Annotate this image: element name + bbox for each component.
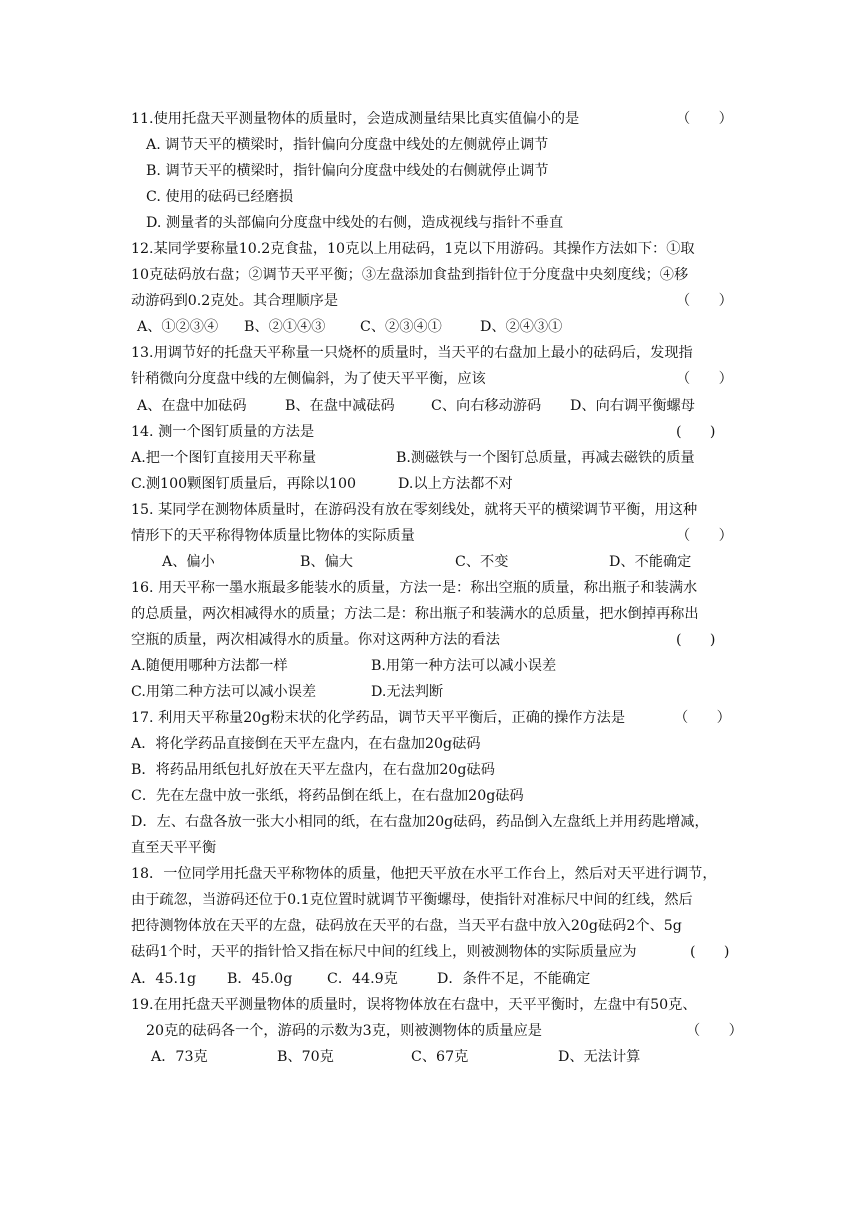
q15-answer-blank: （ ） <box>676 528 733 544</box>
q18-stem-line-2: 由于疏忽，当游码还位于0.1克位置时就调节平衡螺母，使指针对准标尺中间的红线，然后 <box>131 892 693 908</box>
q13-stem-line-2: 针稍微向分度盘中线的左侧偏斜，为了使天平平衡，应该 <box>131 371 486 387</box>
q11-stem-line-1: 11.使用托盘天平测量物体的质量时，会造成测量结果比真实值偏小的是 <box>131 111 580 127</box>
q14-option-d: D.以上方法都不对 <box>398 476 513 492</box>
q12-stem-line-2: 10克砝码放右盘；②调节天平平衡；③左盘添加食盐到指针位于分度盘中央刻度线；④移 <box>131 267 689 283</box>
q15-option-b: B、偏大 <box>300 554 353 570</box>
q13-option-a: A、在盘中加砝码 <box>137 398 247 414</box>
q17-stem-line-1: 17. 利用天平称量20g粉末状的化学药品，调节天平平衡后，正确的操作方法是 <box>131 710 626 726</box>
q18-option-c: C．44.9克 <box>327 971 398 987</box>
q19-answer-blank: （ ） <box>686 1023 743 1039</box>
q17-option-c: C．先在左盘中放一张纸，将药品倒在纸上，在右盘加20g砝码 <box>131 788 524 804</box>
q17-option-d-line-1: D．左、右盘各放一张大小相同的纸，在右盘加20g砝码，药品倒入左盘纸上并用药匙增减， <box>131 814 709 830</box>
q14-option-a: A.把一个图钉直接用天平称量 <box>131 450 317 466</box>
q11-option-d: D. 测量者的头部偏向分度盘中线处的右侧，造成视线与指针不垂直 <box>146 215 564 231</box>
q19-stem-line-1: 19.在用托盘天平测量物体的质量时，误将物体放在右盘中，天平平衡时，左盘中有50克、 <box>131 997 697 1013</box>
q13-option-c: C、向右移动游码 <box>431 398 542 414</box>
q17-answer-blank: （ ） <box>674 710 731 726</box>
q19-option-d: D、无法计算 <box>558 1049 641 1065</box>
q16-stem-line-3: 空瓶的质量，两次相减得水的质量。你对这两种方法的看法 <box>131 632 500 648</box>
q18-option-d: D．条件不足，不能确定 <box>437 971 591 987</box>
q16-option-b: B.用第一种方法可以减小误差 <box>371 658 557 674</box>
q15-option-a: A、偏小 <box>162 554 215 570</box>
q13-answer-blank: （ ） <box>676 371 733 387</box>
q14-option-c: C.测100颗图钉质量后，再除以100 <box>131 476 357 492</box>
q18-stem-line-3: 把待测物体放在天平的左盘，砝码放在天平的右盘，当天平右盘中放入20g砝码2个、5g <box>131 918 682 934</box>
q14-option-b: B.测磁铁与一个图钉总质量，再减去磁铁的质量 <box>396 450 695 466</box>
q16-option-d: D.无法判断 <box>371 684 444 700</box>
q11-stem <box>0 106 860 132</box>
q12-option-c: C、②③④① <box>360 319 442 335</box>
q12-stem-line-1: 12.某同学要称量10.2克食盐，10克以上用砝码，1克以下用游码。其操作方法如下：①取 <box>131 241 695 257</box>
q11-answer-blank: （ ） <box>676 111 733 127</box>
q15-stem-line-1: 15. 某同学在测物体质量时，在游码没有放在零刻线处，就将天平的横梁调节平衡，用这种 <box>131 502 698 518</box>
q17-option-d-line-2: 直至天平平衡 <box>131 840 217 856</box>
q16-stem-line-1: 16. 用天平称一墨水瓶最多能装水的质量，方法一是：称出空瓶的质量，称出瓶子和装满水 <box>131 580 698 596</box>
q16-option-a: A.随便用哪种方法都一样 <box>131 658 288 674</box>
q16-stem-line-2: 的总质量，两次相减得水的质量；方法二是：称出瓶子和装满水的总质量，把水倒掉再称出 <box>131 606 699 622</box>
q15-option-c: C、不变 <box>455 554 509 570</box>
q11-option-a: A. 调节天平的横梁时，指针偏向分度盘中线处的左侧就停止调节 <box>146 137 549 153</box>
q12-option-a: A、①②③④ <box>137 319 219 335</box>
q14-answer-blank: ( ) <box>676 424 716 440</box>
q19-option-a: A．73克 <box>151 1049 208 1065</box>
q12-option-d: D、②④③① <box>480 319 563 335</box>
q13-stem-line-1: 13.用调节好的托盘天平称量一只烧杯的质量时，当天平的右盘加上最小的砝码后，发现指 <box>131 345 693 361</box>
q19-stem-line-2: 20克的砝码各一个，游码的示数为3克，则被测物体的质量应是 <box>146 1023 542 1039</box>
q19-option-b: B、70克 <box>277 1049 334 1065</box>
q18-answer-blank: ( ) <box>690 944 730 960</box>
q18-stem-line-4: 砝码1个时，天平的指针恰又指在标尺中间的红线上，则被测物体的实际质量应为 <box>131 944 637 960</box>
q18-option-b: B．45.0g <box>227 971 293 987</box>
q16-option-c: C.用第二种方法可以减小误差 <box>131 684 317 700</box>
q13-option-b: B、在盘中减砝码 <box>285 398 395 414</box>
q18-option-a: A．45.1g <box>131 971 197 987</box>
q12-answer-blank: （ ） <box>676 293 733 309</box>
q19-option-c: C、67克 <box>411 1049 469 1065</box>
q16-answer-blank: ( ) <box>676 632 716 648</box>
q15-option-d: D、不能确定 <box>609 554 692 570</box>
q12-option-b: B、②①④③ <box>244 319 326 335</box>
q17-option-b: B．将药品用纸包扎好放在天平左盘内，在右盘加20g砝码 <box>131 762 495 778</box>
q18-stem-line-1: 18．一位同学用托盘天平称物体的质量，他把天平放在水平工作台上，然后对天平进行调节， <box>131 866 717 882</box>
q11-option-b: B. 调节天平的横梁时，指针偏向分度盘中线处的右侧就停止调节 <box>146 163 549 179</box>
q17-option-a: A．将化学药品直接倒在天平左盘内，在右盘加20g砝码 <box>131 736 481 752</box>
q12-stem-line-3: 动游码到0.2克处。其合理顺序是 <box>131 293 339 309</box>
q13-option-d: D、向右调平衡螺母 <box>570 398 695 414</box>
q14-stem-line-1: 14. 测一个图钉质量的方法是 <box>131 424 315 440</box>
q15-stem-line-2: 情形下的天平称得物体质量比物体的实际质量 <box>131 528 415 544</box>
q11-option-c: C. 使用的砝码已经磨损 <box>146 189 294 205</box>
